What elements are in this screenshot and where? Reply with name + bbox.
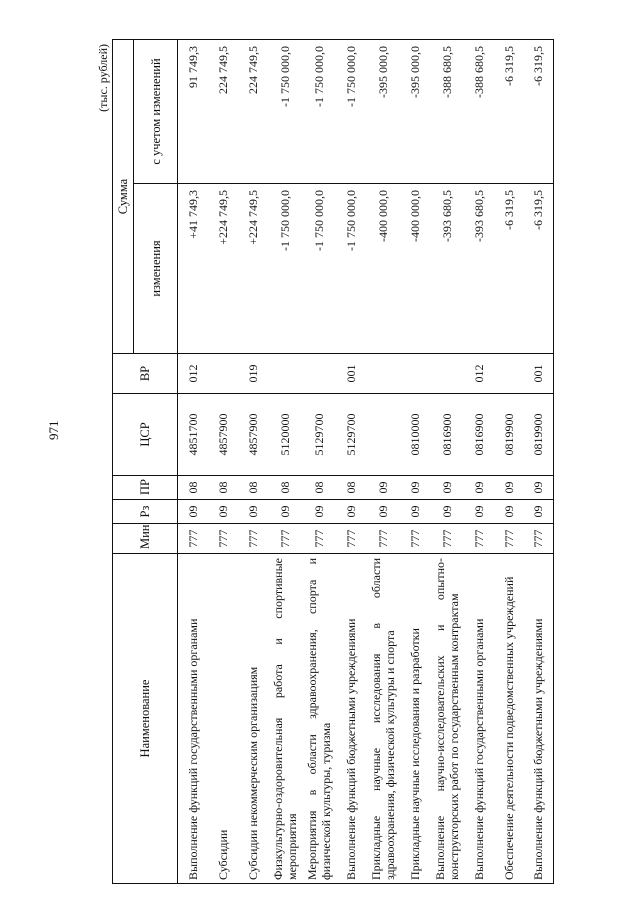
cell-change: -400 000,0 <box>366 184 400 354</box>
cell-rz: 09 <box>268 500 302 524</box>
cell-vr <box>208 354 238 394</box>
units-label: (тыс. рублей) <box>96 44 110 112</box>
header-name: Наименование <box>113 554 178 884</box>
cell-csr: 4851700 <box>178 394 208 476</box>
table-row <box>524 40 554 884</box>
cell-csr: 5129700 <box>336 394 366 476</box>
cell-name: Субсидии <box>208 554 238 884</box>
cell-name: Выполнение функций государственными органами <box>464 554 494 884</box>
header-csr: ЦСР <box>113 394 178 476</box>
cell-pr: 08 <box>208 476 238 500</box>
cell-vr <box>302 354 336 394</box>
cell-change: -1 750 000,0 <box>268 184 302 354</box>
cell-vr <box>366 354 400 394</box>
cell-change: -393 680,5 <box>464 184 494 354</box>
cell-with-change: -6 319,5 <box>524 40 554 184</box>
cell-rz: 09 <box>302 500 336 524</box>
cell-change: -6 319,5 <box>494 184 524 354</box>
cell-csr: 5129700 <box>302 394 336 476</box>
cell-name: Обеспечение деятельности подведомственных учреждений <box>494 554 524 884</box>
cell-change: -393 680,5 <box>430 184 464 354</box>
cell-min: 777 <box>400 524 430 554</box>
cell-pr: 08 <box>302 476 336 500</box>
table-body <box>178 40 554 884</box>
cell-vr: 019 <box>238 354 268 394</box>
cell-pr: 09 <box>524 476 554 500</box>
cell-min: 777 <box>238 524 268 554</box>
table-row <box>268 40 302 884</box>
cell-name: Субсидии некоммерческим организациям <box>238 554 268 884</box>
cell-rz: 09 <box>400 500 430 524</box>
cell-name: Выполнение функций бюджетными учреждениями <box>524 554 554 884</box>
table-row <box>464 40 494 884</box>
cell-rz: 09 <box>430 500 464 524</box>
cell-pr: 09 <box>366 476 400 500</box>
cell-min: 777 <box>494 524 524 554</box>
cell-csr: 4857900 <box>238 394 268 476</box>
cell-rz: 09 <box>366 500 400 524</box>
cell-min: 777 <box>430 524 464 554</box>
cell-csr: 0819900 <box>494 394 524 476</box>
cell-pr: 08 <box>178 476 208 500</box>
cell-min: 777 <box>336 524 366 554</box>
cell-pr: 08 <box>238 476 268 500</box>
cell-pr: 09 <box>494 476 524 500</box>
cell-csr: 5120000 <box>268 394 302 476</box>
cell-with-change: -388 680,5 <box>430 40 464 184</box>
cell-vr <box>430 354 464 394</box>
cell-csr: 0810000 <box>400 394 430 476</box>
page-number: 971 <box>46 420 61 440</box>
cell-min: 777 <box>464 524 494 554</box>
cell-pr: 09 <box>430 476 464 500</box>
table-row <box>400 40 430 884</box>
cell-with-change: -1 750 000,0 <box>336 40 366 184</box>
cell-name: Прикладные научные исследования и разработки <box>400 554 430 884</box>
cell-pr: 09 <box>400 476 430 500</box>
cell-change: -1 750 000,0 <box>336 184 366 354</box>
cell-with-change: -395 000,0 <box>400 40 430 184</box>
cell-vr <box>400 354 430 394</box>
cell-name: Прикладные научные исследования в области здравоохранения, физической культуры и спорта <box>366 554 400 884</box>
table-row <box>178 40 208 884</box>
table-row <box>366 40 400 884</box>
cell-csr: 0816900 <box>464 394 494 476</box>
cell-with-change: -1 750 000,0 <box>302 40 336 184</box>
cell-change: -400 000,0 <box>400 184 430 354</box>
cell-with-change: 224 749,5 <box>238 40 268 184</box>
cell-with-change: 224 749,5 <box>208 40 238 184</box>
cell-with-change: -6 319,5 <box>494 40 524 184</box>
cell-min: 777 <box>302 524 336 554</box>
cell-vr: 001 <box>336 354 366 394</box>
cell-name: Выполнение функций бюджетными учреждениями <box>336 554 366 884</box>
header-change: изменения <box>134 184 178 354</box>
cell-vr: 012 <box>464 354 494 394</box>
cell-name: Физкультурно-оздоровительная работа и спортивные мероприятия <box>268 554 302 884</box>
table-row <box>238 40 268 884</box>
table-row <box>336 40 366 884</box>
cell-pr: 09 <box>464 476 494 500</box>
table-row <box>302 40 336 884</box>
cell-rz: 09 <box>464 500 494 524</box>
cell-change: -1 750 000,0 <box>302 184 336 354</box>
cell-name: Мероприятия в области здравоохранения, спорта и физической культуры, туризма <box>302 554 336 884</box>
cell-csr: 0816900 <box>430 394 464 476</box>
budget-table <box>112 39 554 884</box>
cell-with-change: -1 750 000,0 <box>268 40 302 184</box>
cell-min: 777 <box>208 524 238 554</box>
header-vr: ВР <box>113 354 178 394</box>
cell-min: 777 <box>366 524 400 554</box>
table-row <box>494 40 524 884</box>
cell-name: Выполнение функций государственными органами <box>178 554 208 884</box>
cell-rz: 09 <box>494 500 524 524</box>
header-pr: ПР <box>113 476 178 500</box>
cell-min: 777 <box>268 524 302 554</box>
cell-rz: 09 <box>238 500 268 524</box>
cell-with-change: -388 680,5 <box>464 40 494 184</box>
header-min: Мин <box>113 524 178 554</box>
cell-change: -6 319,5 <box>524 184 554 354</box>
table-row <box>430 40 464 884</box>
cell-vr <box>494 354 524 394</box>
cell-pr: 08 <box>268 476 302 500</box>
cell-change: +224 749,5 <box>208 184 238 354</box>
table-row <box>208 40 238 884</box>
cell-rz: 09 <box>178 500 208 524</box>
rotated-table-area <box>96 40 566 884</box>
cell-pr: 08 <box>336 476 366 500</box>
header-sum: Сумма <box>113 40 134 354</box>
cell-csr <box>366 394 400 476</box>
cell-vr: 001 <box>524 354 554 394</box>
cell-vr: 012 <box>178 354 208 394</box>
cell-with-change: -395 000,0 <box>366 40 400 184</box>
cell-min: 777 <box>524 524 554 554</box>
cell-rz: 09 <box>524 500 554 524</box>
cell-rz: 09 <box>336 500 366 524</box>
cell-csr: 0819900 <box>524 394 554 476</box>
header-with-change: с учетом изменений <box>134 40 178 184</box>
cell-change: +224 749,5 <box>238 184 268 354</box>
cell-csr: 4857900 <box>208 394 238 476</box>
header-rz: Рз <box>113 500 178 524</box>
cell-name: Выполнение научно-исследовательских и опытно-конструкторских работ по государственным контрактам <box>430 554 464 884</box>
cell-change: +41 749,3 <box>178 184 208 354</box>
cell-vr <box>268 354 302 394</box>
cell-rz: 09 <box>208 500 238 524</box>
cell-with-change: 91 749,3 <box>178 40 208 184</box>
cell-min: 777 <box>178 524 208 554</box>
